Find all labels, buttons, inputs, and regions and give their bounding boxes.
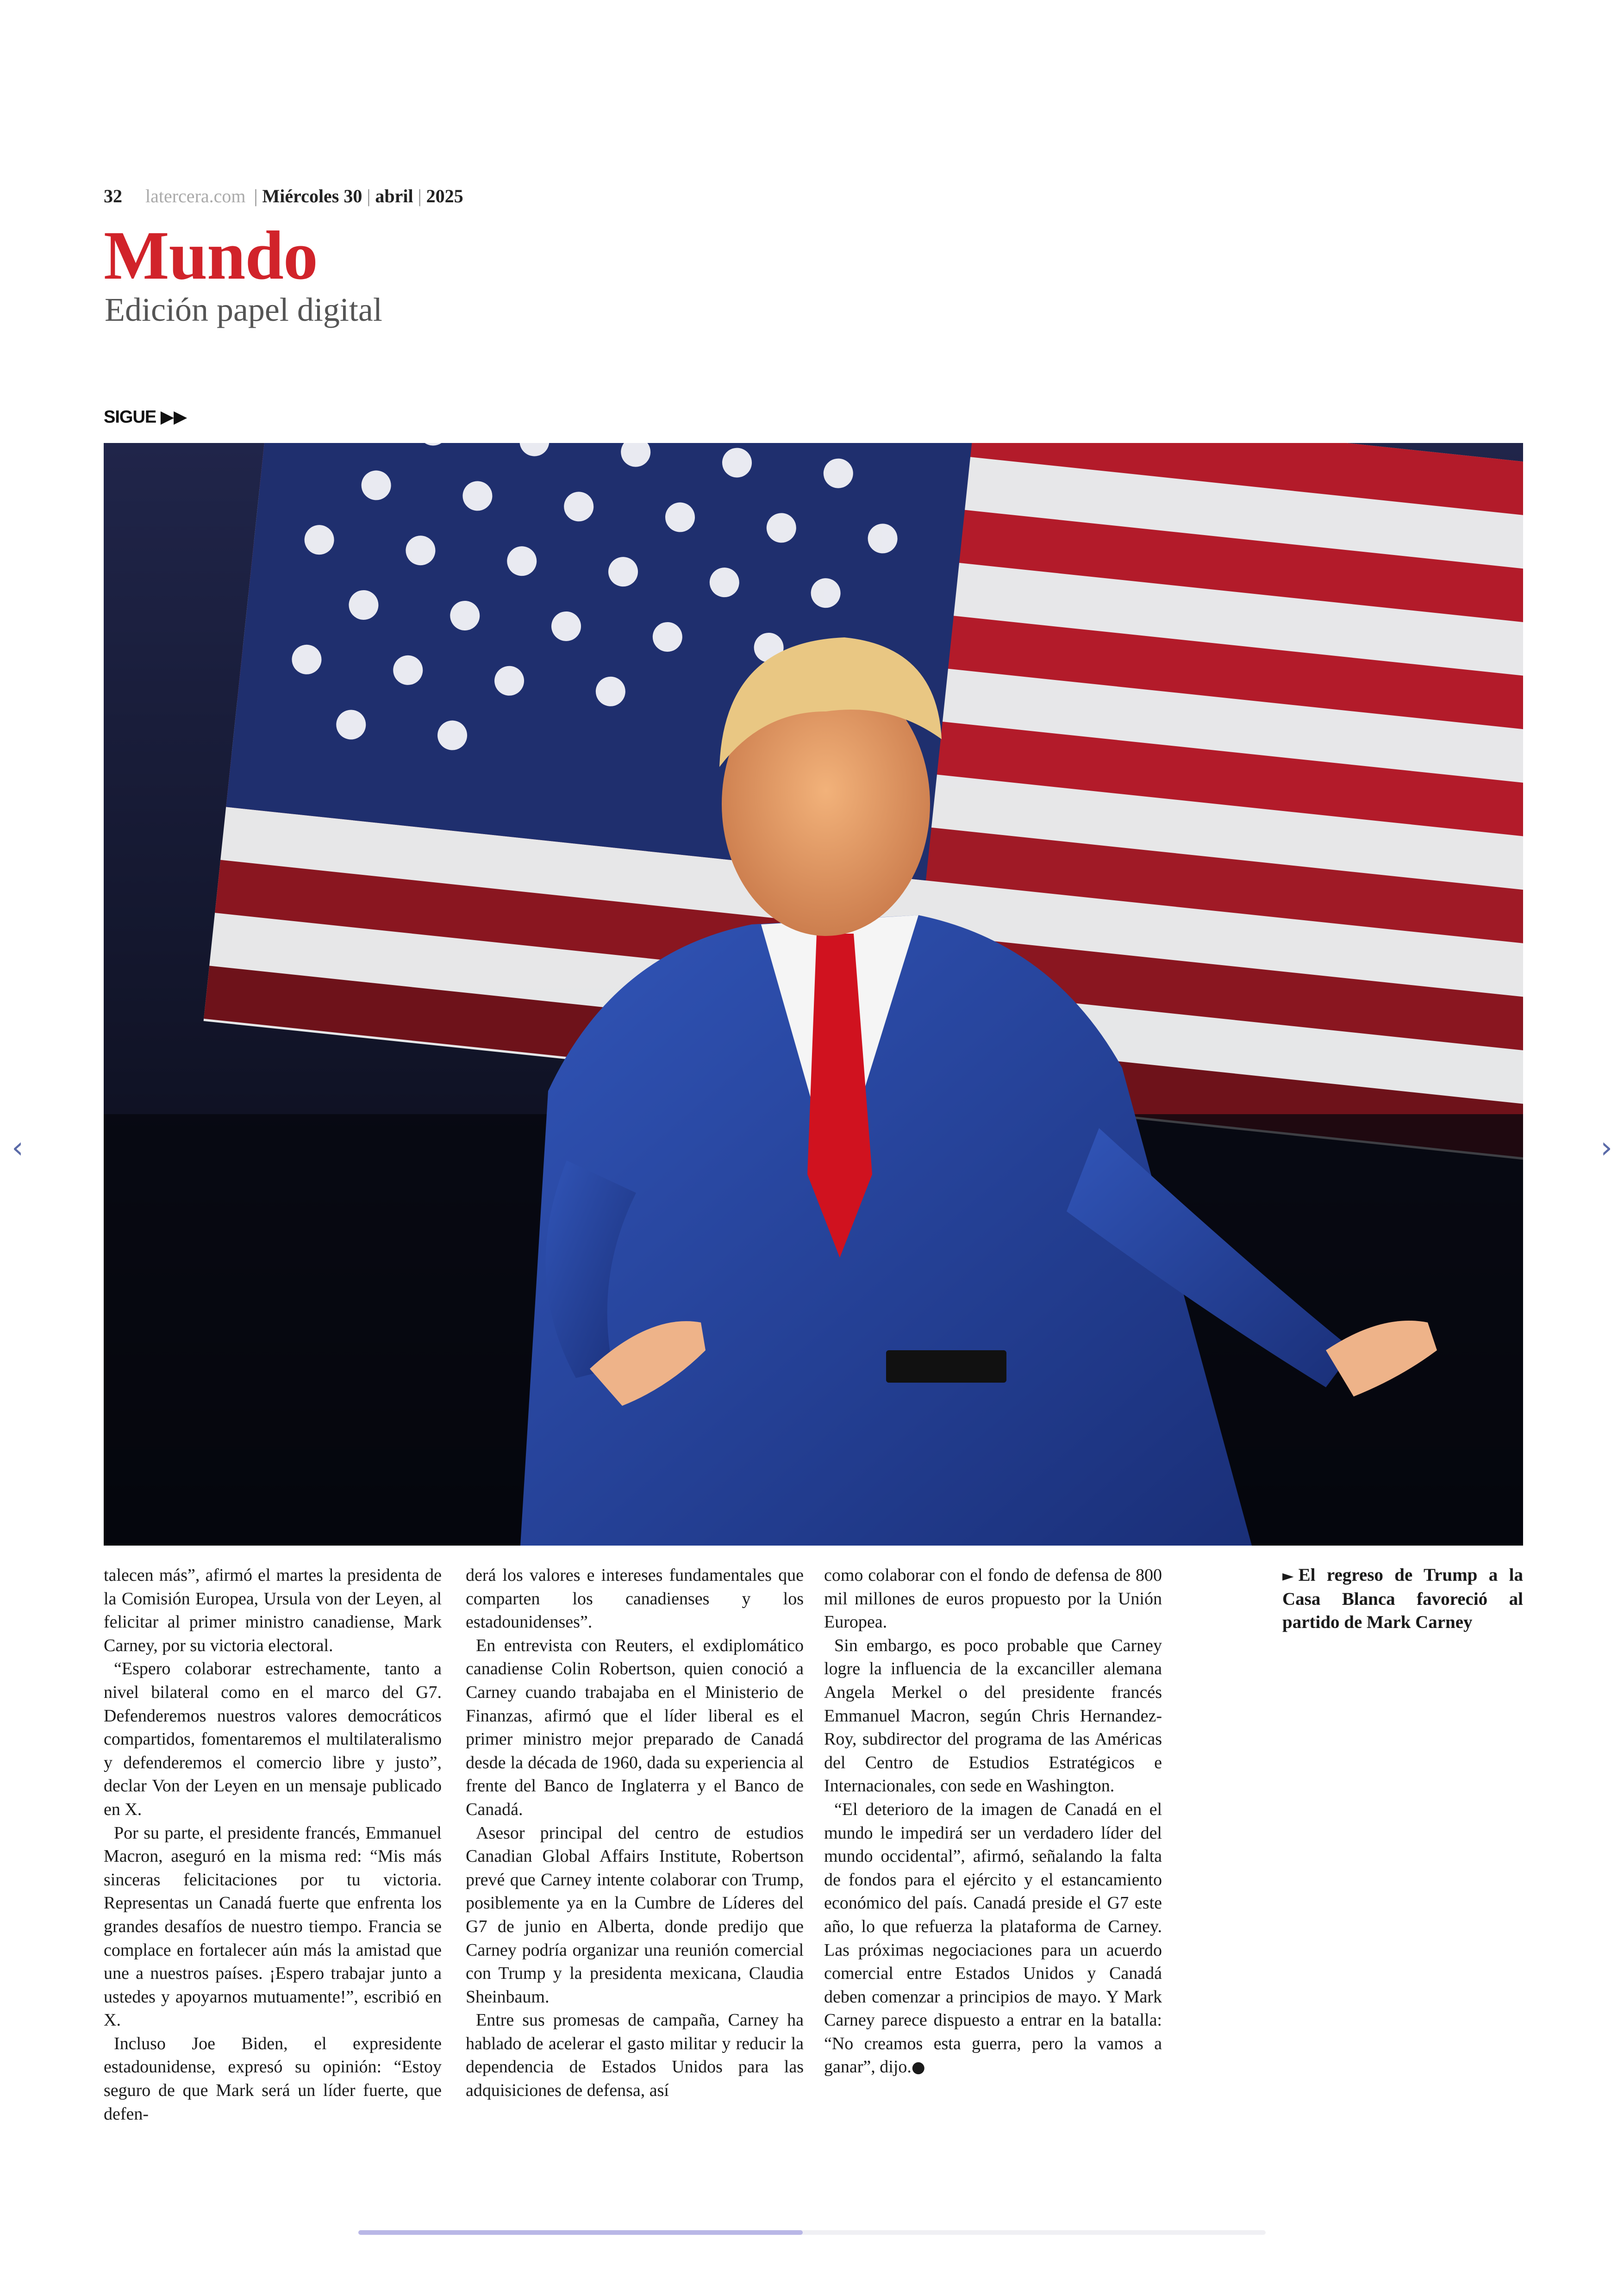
paragraph: Sin embargo, es poco probable que Carney logre la influencia de la excanciller alemana Angela Merkel o del presidente francés Emmanuel Macron, según Chris Hernandez-Roy, subdirector del programa de las Américas del Centro de Estudios Estratégicos e Internacionales, con sede en Washington. [824,1635,1162,1796]
separator: | [418,186,422,206]
paragraph: Asesor principal del centro de estudios Canadian Global Affairs Institute, Robertson prevé que Carney intente colaborar con Trump, posiblemente ya en la Cumbre de Líderes del G7 de junio en Alberta, donde predijo que Carney podría organizar una reunión comercial con Trump y la presidenta mexicana, Claudia Sheinbaum. [466,1823,804,2007]
next-page-arrow-icon[interactable]: › [1600,1131,1612,1165]
paragraph: como colaborar con el fondo de defensa de 800 mil millones de euros propuesto por la Unión Europea. [824,1565,1162,1632]
separator: | [367,186,371,206]
issue-month: abril [375,186,413,206]
issue-day: Miércoles 30 [262,186,362,206]
paragraph: “Espero colaborar estrechamente, tanto a nivel bilateral como en el marco del G7. Defenderemos nuestros valores democráticos compartidos, fomentaremos el multilateralismo y defenderemos el comercio libre y justo”, declar Von der Leyen en un mensaje publicado en X. [104,1659,442,1819]
page-number: 32 [104,186,122,206]
paragraph: Por su parte, el presidente francés, Emmanuel Macron, aseguró en la misma red: “Mis más sinceras felicitaciones por tu victoria. Representas un Canadá fuerte que enfrenta los grandes desafíos de nuestro tiempo. Francia se complace en fortalecer aún más la amistad que une a nuestros países. ¡Espero trabajar junto a ustedes y apoyarnos mutuamente!”, escribió en X. [104,1823,442,2030]
photo-caption [1282,1564,1523,1634]
article-column-1 [104,1564,442,2126]
paragraph: talecen más”, afirmó el martes la presidenta de la Comisión Europea, Ursula von der Leyen, al felicitar al primer ministro canadiense, Mark Carney, por su victoria electoral. [104,1565,442,1655]
page-header [104,185,463,207]
site-name: latercera.com [145,186,246,206]
lead-photo [104,443,1523,1546]
paragraph: En entrevista con Reuters, el exdiplomático canadiense Colin Robertson, quien conoció a Carney cuando trabajaba en el Ministerio de Finanzas, afirmó que el líder liberal es el primer ministro mejor preparado de Canadá desde la década de 1960, dada su experiencia al frente del Banco de Inglaterra y el Banco de Canadá. [466,1635,804,1819]
article-column-2 [466,1564,804,2102]
paragraph-text: “El deterioro de la imagen de Canadá en el mundo le impedirá ser un verdadero líder del mundo occidental”, afirmó, señalando la falta de fondos para el ejército y el estancamiento económico del país. Canadá preside el G7 este año, lo que refuerza la plataforma de Carney. Las próximas negociaciones para un acuerdo comercial entre Estados Unidos y Canadá deben comenzar a principios de mayo. Y Mark Carney parece dispuesto a entrar en la batalla: “No creamos esta guerra, pero la vamos a ganar”, dijo. [824,1799,1162,2077]
photo-illustration [104,443,1523,1546]
reading-progress-fill [358,2230,803,2235]
paragraph: derá los valores e intereses fundamentales que comparten los canadienses y los estadounidenses”. [466,1565,804,1632]
paragraph [824,1798,1162,2079]
paragraph: Incluso Joe Biden, el expresidente estadounidense, expresó su opinión: “Estoy seguro de que Mark será un líder fuerte, que defen- [104,2033,442,2124]
issue-year: 2025 [426,186,463,206]
separator: | [254,186,258,206]
section-subtitle: Edición papel digital [105,291,382,328]
reading-progress-bar[interactable] [358,2230,1266,2235]
caption-text: El regreso de Trump a la Casa Blanca favoreció al partido de Mark Carney [1282,1565,1523,1633]
sigue-label: SIGUE ▶▶ [104,407,187,427]
paragraph: Entre sus promesas de campaña, Carney ha hablado de acelerar el gasto militar y reducir la dependencia de Estados Unidos para las adquisiciones de defensa, así [466,2010,804,2101]
caption-marker-icon: ► [1282,1567,1294,1584]
section-title: Mundo [104,217,318,294]
article-column-3 [824,1564,1162,2079]
previous-page-arrow-icon[interactable]: ‹ [12,1131,24,1165]
end-mark-icon: ● [911,2058,925,2077]
